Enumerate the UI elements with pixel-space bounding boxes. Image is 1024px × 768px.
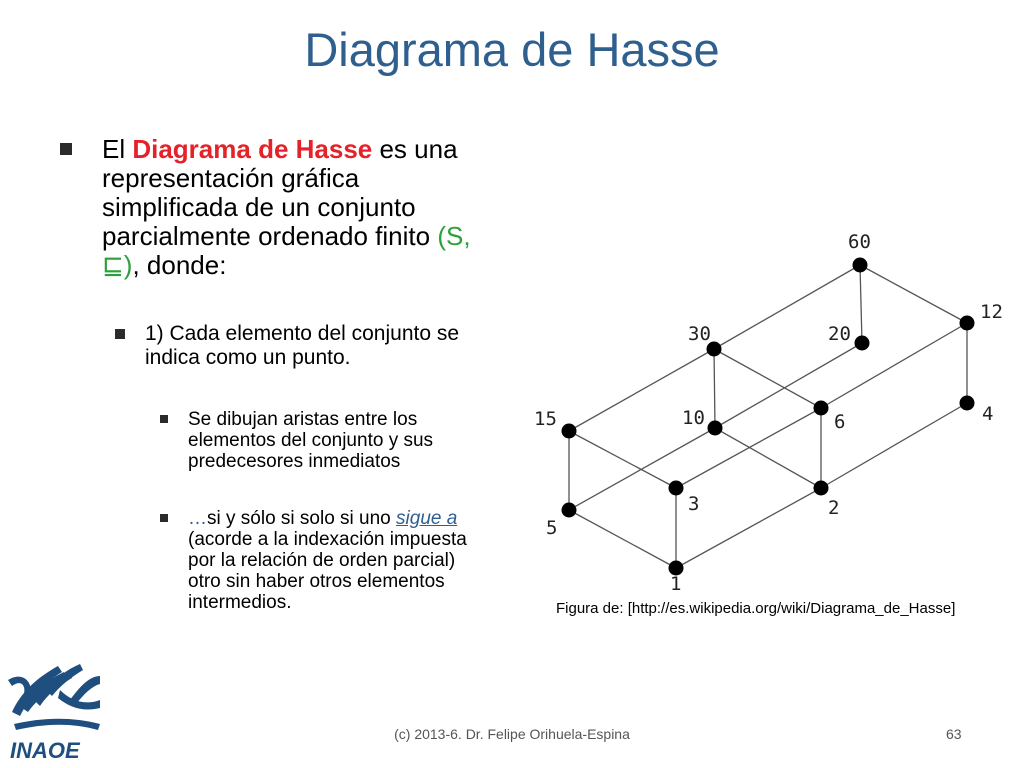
edge-20-60: [860, 265, 862, 343]
page-number: 63: [946, 726, 962, 742]
definition-post: es una representación gráfica simplificada de un conjunto parcialmente ordenado finito: [102, 134, 458, 251]
definition-tail: , donde:: [132, 250, 227, 280]
node-label-20: 20: [828, 323, 851, 345]
edge-1-5: [569, 510, 676, 568]
node-label-4: 4: [982, 403, 994, 425]
node-label-3: 3: [688, 493, 700, 515]
definition-highlight: Diagrama de Hasse: [132, 134, 373, 164]
node-label-30: 30: [688, 323, 711, 345]
sigue-a-link[interactable]: sigue a: [396, 508, 458, 529]
edge-12-60: [860, 265, 967, 323]
node-15: [562, 424, 577, 439]
definition-pre: El: [102, 134, 133, 164]
diagram-labels: [534, 231, 1003, 595]
node-10: [708, 421, 723, 436]
node-label-60: 60: [848, 231, 871, 253]
node-6: [814, 401, 829, 416]
bullet-edges-rule-text: Se dibujan aristas entre los elementos del conjunto y sus predecesores inmediatos: [188, 409, 434, 472]
node-label-2: 2: [828, 497, 840, 519]
immediate-post: (acorde a la indexación impuesta por la relación de orden parcial) otro sin haber otros elementos intermedios.: [188, 529, 467, 613]
node-20: [855, 336, 870, 351]
figure-caption: Figura de: [http://es.wikipedia.org/wiki/Diagrama_de_Hasse]: [556, 600, 956, 617]
definition-notation: (S, ⊑): [102, 221, 471, 280]
edge-10-30: [714, 349, 715, 428]
footer-credit: (c) 2013-6. Dr. Felipe Orihuela-Espina: [394, 726, 630, 742]
bullet-point-rule-text: 1) Cada elemento del conjunto se indica como un punto.: [145, 322, 460, 369]
node-3: [669, 481, 684, 496]
node-label-6: 6: [834, 411, 846, 433]
node-4: [960, 396, 975, 411]
diagram-nodes: [562, 258, 975, 576]
node-60: [853, 258, 868, 273]
inaoe-logo-text: INAOE: [10, 738, 80, 763]
inaoe-logo: [8, 664, 100, 763]
node-label-15: 15: [534, 408, 557, 430]
node-label-10: 10: [682, 407, 705, 429]
ellipsis: …: [188, 508, 207, 529]
node-label-1: 1: [670, 573, 682, 595]
node-12: [960, 316, 975, 331]
slide-title: Diagrama de Hasse: [304, 23, 720, 76]
node-2: [814, 481, 829, 496]
node-label-5: 5: [546, 517, 558, 539]
diagram-edges: [569, 265, 967, 568]
edge-6-30: [714, 349, 821, 408]
node-5: [562, 503, 577, 518]
node-label-12: 12: [980, 301, 1003, 323]
immediate-pre: si y sólo si solo si uno: [207, 508, 397, 529]
